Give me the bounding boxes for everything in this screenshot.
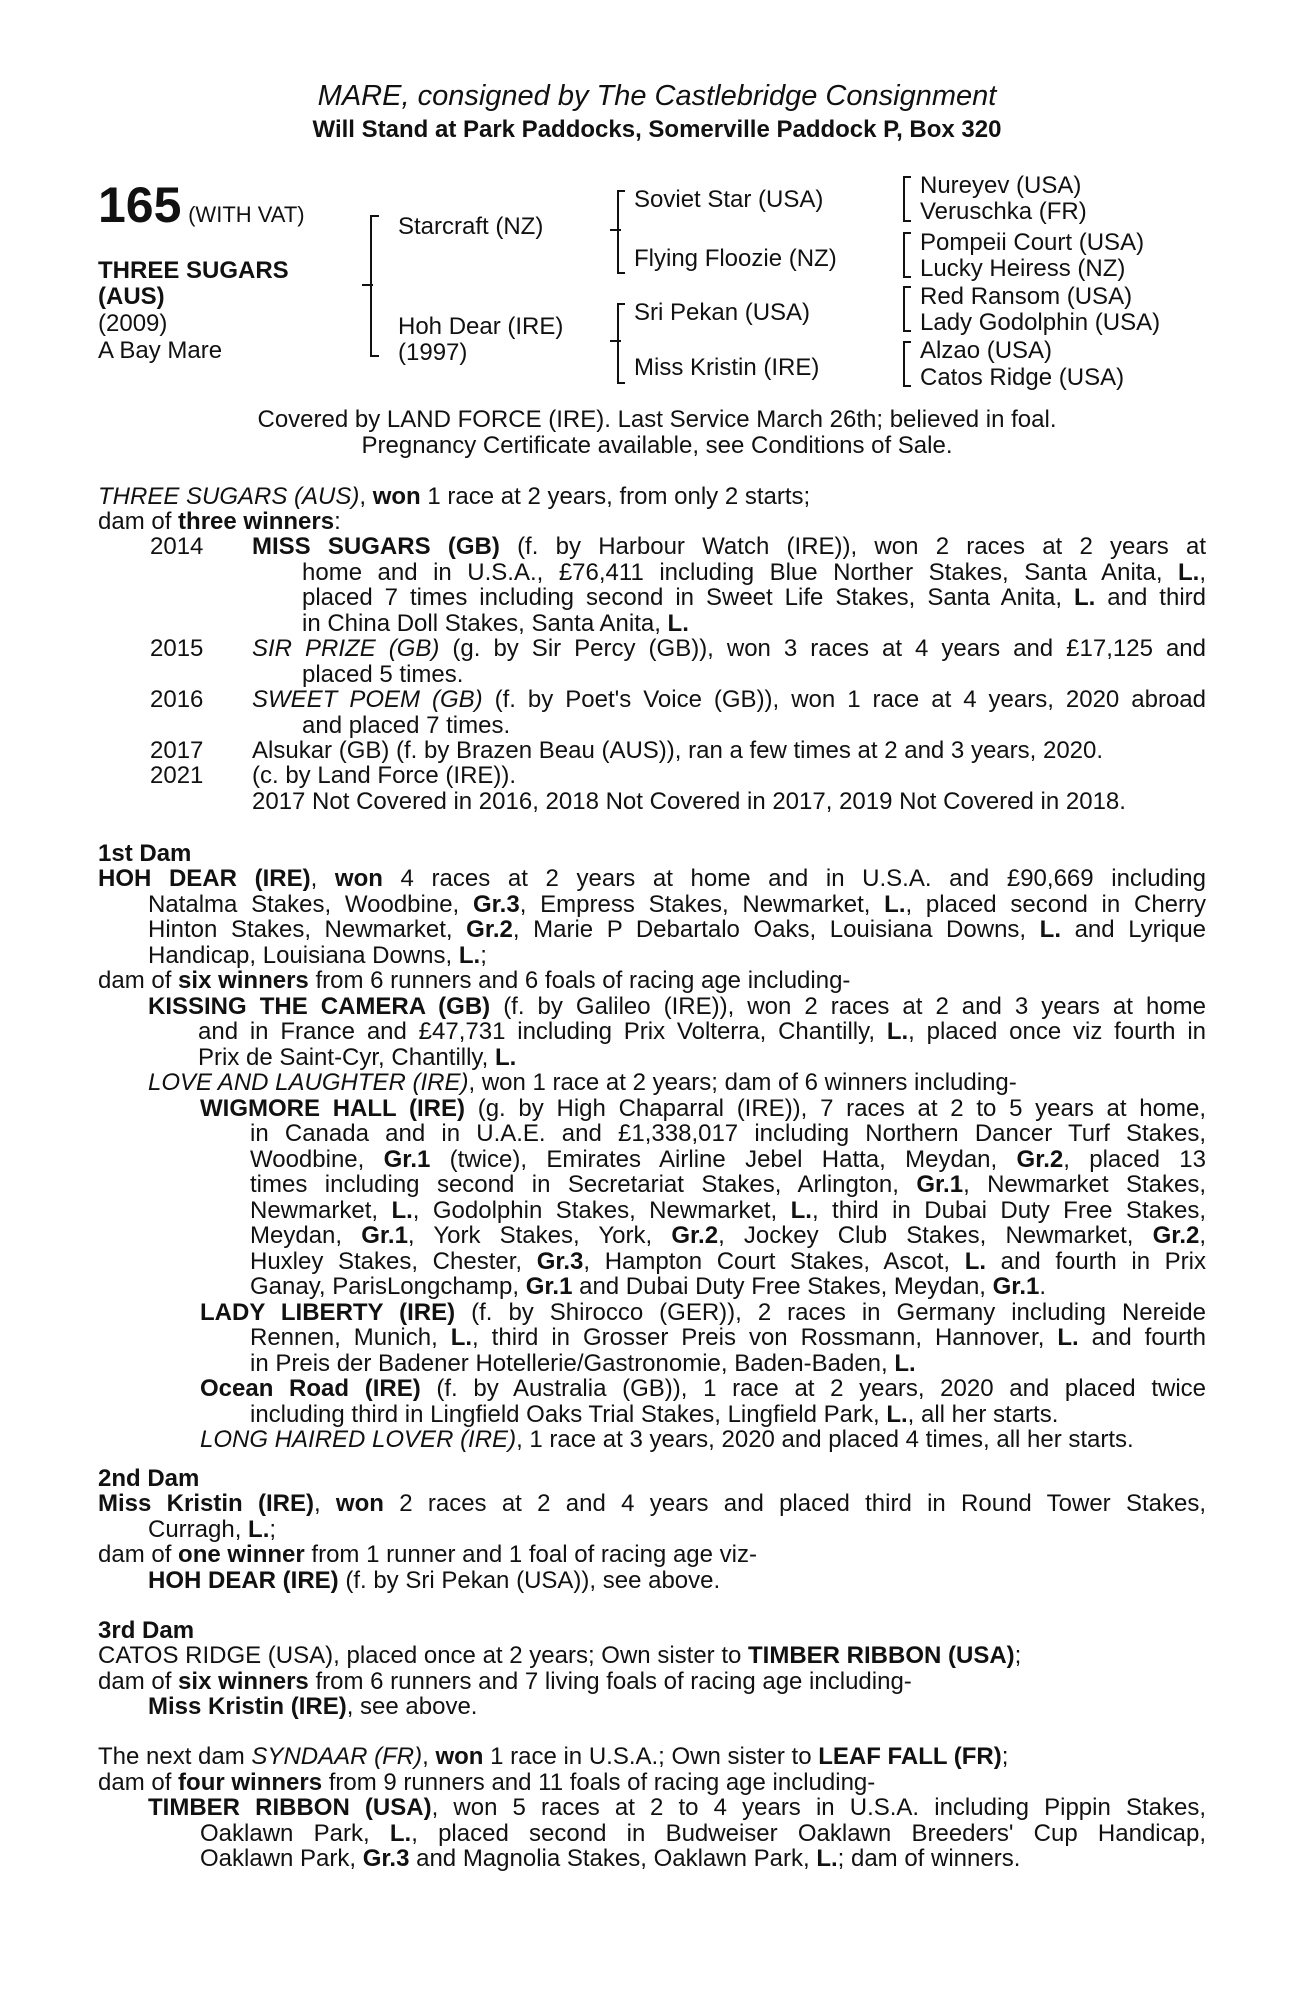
dam-text: and in France and £47,731 including Prix Volterra, Chantilly, (198, 1018, 887, 1045)
offspring-name: LOVE AND LAUGHTER (IRE) (148, 1069, 469, 1096)
dam-text: Curragh, (148, 1515, 249, 1543)
won-label: won (335, 1490, 384, 1517)
offspring-name: LONG HAIRED LOVER (IRE) (200, 1426, 517, 1453)
pedigree-brace-3-point (610, 340, 621, 342)
pedigree-brace-5 (903, 232, 911, 278)
dam-text: from 6 runners and 6 foals of racing age including- (308, 967, 851, 994)
dam-text: , all her starts. (907, 1400, 1059, 1428)
dam-text: and Lyrique (1061, 916, 1207, 943)
dam-text: , third in Grosser Preis von Rossmann, Hannover, (472, 1324, 1058, 1351)
entry-text: and placed 7 times. (302, 711, 511, 739)
second-dam-heading: 2nd Dam (98, 1465, 200, 1492)
dam-text: Oaklawn Park, (200, 1819, 390, 1847)
pedigree-dam-sire: Sri Pekan (USA) (634, 299, 811, 326)
produce-entry-2016 (252, 687, 1206, 738)
dam-text: , third in Dubai Duty Free Stakes, (811, 1196, 1206, 1224)
dam-text: in Canada and in U.A.E. and £1,338,017 including Northern Dancer Turf Stakes, (250, 1120, 1206, 1147)
produce-dam-of (98, 509, 341, 535)
dam-text: , York Stakes, York, (407, 1222, 672, 1249)
entry-text: placed 7 times including second in Sweet Life Stakes, Santa Anita, (302, 584, 1075, 611)
dam-text: dam of (98, 967, 179, 994)
dam-text: , won 1 race at 2 years; dam of 6 winners including- (468, 1069, 1017, 1096)
third-dam-heading: 3rd Dam (98, 1617, 195, 1644)
entry-text: (f. by Harbour Watch (IRE)), won 2 races at 2 years at (499, 533, 1206, 560)
dam-text: ; (269, 1515, 277, 1543)
pedigree-dam-dam: Miss Kristin (IRE) (634, 354, 820, 381)
grade-label: Gr.2 (671, 1222, 719, 1249)
dam-text: (f. by Galileo (IRE)), won 2 races at 2 and 3 years at home (490, 992, 1207, 1020)
listed-label: L. (964, 1247, 987, 1275)
entry-text: and third (1095, 584, 1206, 611)
dam-text: dam of (98, 1768, 179, 1796)
dam-text: , Marie P Debartalo Oaks, Louisiana Downs, (512, 916, 1040, 943)
grade-label: Gr.2 (466, 916, 513, 943)
dam-text: (f. by Shirocco (GER)), 2 races in Germany including Nereide (455, 1298, 1206, 1326)
consignment-line: MARE, consigned by The Castlebridge Consignment (317, 80, 997, 112)
offspring-name: WIGMORE HALL (IRE) (200, 1094, 465, 1122)
covered-line: Covered by LAND FORCE (IRE). Last Service March 26th; believed in foal. (257, 406, 1057, 433)
sister-name: TIMBER RIBBON (USA) (748, 1642, 1015, 1669)
offspring-name: HOH DEAR (IRE) (148, 1566, 339, 1594)
grade-label: Gr.2 (1152, 1222, 1200, 1249)
listed-label: L. (1074, 584, 1096, 611)
dam-name: Miss Kristin (IRE) (98, 1490, 314, 1517)
pedigree-brace-4 (903, 176, 911, 222)
dam-text: Newmarket, (250, 1196, 392, 1224)
dam-text: , Hampton Court Stakes, Ascot, (583, 1247, 965, 1275)
dam-text: dam of (98, 1667, 179, 1695)
second-dam-section: Miss Kristin (IRE), won 2 races at 2 and 4 years and placed third in Round Tower Stakes, Curragh, L.; dam of one winner from 1 runner and 1 foal of racing age viz- HOH DEAR (IRE) (f. by Sri Pekan (USA)), see above. (98, 1490, 1206, 1594)
lot-number-block (98, 177, 305, 233)
produce-intro: THREE SUGARS (AUS), won 1 race at 2 years, from only 2 starts; (98, 483, 811, 510)
entry-name: SIR PRIZE (GB) (252, 635, 440, 662)
pedigree-gen3-2: Veruschka (FR) (920, 198, 1087, 225)
intro-text: 1 race at 2 years, from only 2 starts; (420, 483, 811, 510)
listed-label: L. (391, 1196, 413, 1224)
won-label: won (435, 1743, 484, 1770)
winner-count: six winners (178, 967, 309, 994)
listed-label: L. (667, 609, 689, 637)
dam-text: and fourth (1078, 1324, 1207, 1351)
grade-label: Gr.1 (992, 1273, 1040, 1300)
pedigree-gen3-7: Alzao (USA) (920, 337, 1053, 364)
offspring-name: Miss Kristin (IRE) (148, 1693, 347, 1720)
pedigree-dam: Hoh Dear (IRE) (398, 313, 564, 340)
listed-label: L. (894, 1349, 916, 1377)
winner-count: six winners (178, 1667, 309, 1695)
dam-text: CATOS RIDGE (USA), placed once at 2 years; Own sister to (98, 1642, 749, 1669)
stand-location-line: Will Stand at Park Paddocks, Somerville Paddock P, Box 320 (312, 116, 1002, 143)
produce-year-2015: 2015 (150, 635, 204, 662)
pedigree-brace-7 (903, 341, 911, 387)
produce-horse-name: THREE SUGARS (AUS) (98, 483, 360, 510)
winner-count: four winners (178, 1768, 323, 1796)
dam-text: from 6 runners and 7 living foals of racing age including- (308, 1667, 912, 1695)
listed-label: L. (886, 1400, 908, 1428)
grade-label: Gr.3 (473, 890, 520, 918)
listed-label: L. (248, 1515, 270, 1543)
produce-year-2016: 2016 (150, 686, 204, 713)
dam-text: in Preis der Badener Hotellerie/Gastronomie, Baden-Baden, (250, 1349, 895, 1377)
dam-text: , 1 race at 3 years, 2020 and placed 4 times, all her starts. (516, 1426, 1134, 1453)
dam-text: ; (1014, 1642, 1022, 1669)
produce-entry-2021: (c. by Land Force (IRE)). (252, 762, 517, 789)
grade-label: Gr.3 (536, 1247, 584, 1275)
entry-name: MISS SUGARS (GB) (252, 533, 500, 560)
won-label: won (372, 483, 421, 510)
offspring-name: LADY LIBERTY (IRE) (200, 1298, 456, 1326)
pedigree-brace-6 (903, 286, 911, 332)
listed-label: L. (1039, 916, 1061, 943)
horse-description: A Bay Mare (98, 337, 223, 364)
listed-label: L. (450, 1324, 473, 1351)
dam-text: (f. by Sri Pekan (USA)), see above. (338, 1566, 721, 1594)
pregnancy-line: Pregnancy Certificate available, see Conditions of Sale. (361, 432, 953, 459)
pedigree-gen3-3: Pompeii Court (USA) (920, 229, 1145, 256)
grade-label: Gr.2 (1016, 1145, 1064, 1173)
won-label: won (334, 865, 383, 892)
dam-text: Oaklawn Park, (200, 1845, 363, 1872)
dam-text: Rennen, Munich, (250, 1324, 451, 1351)
listed-label: L. (458, 941, 481, 969)
entry-name: SWEET POEM (GB) (252, 686, 483, 713)
dam-text: from 1 runner and 1 foal of racing age viz- (304, 1541, 757, 1568)
entry-text: home and in U.S.A., £76,411 including Blue Norther Stakes, Santa Anita, (302, 558, 1178, 586)
listed-label: L. (886, 1018, 909, 1045)
sister-name: LEAF FALL (FR) (818, 1743, 1002, 1770)
dam-text: (f. by Australia (GB)), 1 race at 2 years, 2020 and placed twice (420, 1375, 1206, 1402)
dam-text: times including second in Secretariat Stakes, Arlington, (250, 1171, 917, 1198)
lot-number: 165 (98, 177, 182, 233)
dam-text: Handicap, Louisiana Downs, (148, 941, 459, 969)
listed-label: L. (790, 1196, 812, 1224)
pedigree-brace-1-point (362, 284, 373, 286)
winner-count: one winner (178, 1541, 305, 1568)
listed-label: L. (495, 1043, 517, 1071)
pedigree-sire: Starcraft (NZ) (398, 213, 544, 240)
dam-text: and Magnolia Stakes, Oaklawn Park, (409, 1845, 817, 1872)
entry-text: (f. by Poet's Voice (GB)), won 1 race at 4 years, 2020 abroad (482, 686, 1206, 713)
dam-name: HOH DEAR (IRE) (98, 865, 311, 892)
dam-text: Meydan, (250, 1222, 362, 1249)
dam-text: and Dubai Duty Free Stakes, Meydan, (572, 1273, 993, 1300)
dam-text: (g. by High Chaparral (IRE)), 7 races at 2 to 5 years at home, (464, 1094, 1206, 1122)
listed-label: L. (389, 1819, 412, 1847)
pedigree-gen3-6: Lady Godolphin (USA) (920, 309, 1161, 336)
listed-label: L. (1057, 1324, 1079, 1351)
pedigree-brace-2 (617, 190, 625, 274)
horse-name: THREE SUGARS (98, 257, 289, 284)
produce-year-2014: 2014 (150, 533, 204, 560)
dam-text: 1 race in U.S.A.; Own sister to (483, 1743, 819, 1770)
pedigree-gen3-8: Catos Ridge (USA) (920, 364, 1125, 391)
pedigree-sire-dam: Flying Floozie (NZ) (634, 245, 837, 272)
pedigree-brace-3 (617, 303, 625, 384)
offspring-name: KISSING THE CAMERA (GB) (148, 992, 491, 1020)
dam-text: 4 races at 2 years at home and in U.S.A. and £90,669 including (382, 865, 1206, 892)
dam-text: including third in Lingfield Oaks Trial Stakes, Lingfield Park, (250, 1400, 887, 1428)
dam-text: , Jockey Club Stakes, Newmarket, (718, 1222, 1153, 1249)
dam-text: (twice), Emirates Airline Jebel Hatta, Meydan, (430, 1145, 1017, 1173)
dam-text: Woodbine, (250, 1145, 384, 1173)
pedigree-brace-1 (370, 215, 379, 357)
grade-label: Gr.1 (361, 1222, 408, 1249)
dam-of-count: three winners (178, 508, 335, 535)
dam-text: , (422, 1743, 436, 1770)
offspring-name: TIMBER RIBBON (USA) (148, 1794, 432, 1821)
pedigree-dam-year: (1997) (398, 339, 468, 366)
produce-entry-2015 (252, 636, 1206, 687)
pedigree-gen3-1: Nureyev (USA) (920, 172, 1082, 199)
dam-text: ; (480, 941, 487, 969)
dam-text: Ganay, ParisLongchamp, (250, 1273, 526, 1300)
dam-text: Huxley Stakes, Chester, (250, 1247, 537, 1275)
produce-entry-2017: Alsukar (GB) (f. by Brazen Beau (AUS)), ran a few times at 2 and 3 years, 2020. (252, 737, 1104, 764)
grade-label: Gr.1 (525, 1273, 573, 1300)
dam-text: , Godolphin Stakes, Newmarket, (412, 1196, 791, 1224)
listed-label: L. (884, 890, 906, 918)
third-dam-section (98, 1643, 1206, 1720)
pedigree-sire-sire: Soviet Star (USA) (634, 186, 824, 213)
dam-text: Prix de Saint-Cyr, Chantilly, (198, 1043, 495, 1071)
first-dam-section: HOH DEAR (IRE), won 4 races at 2 years at home and in U.S.A. and £90,669 including Natalma Stakes, Woodbine, Gr.3, Empress Stakes, Newmarket, L., placed second in Cherry Hinton Stakes, Newmarket, Gr.2, Marie P Debartalo Oaks, Louisiana Downs, L. and Lyrique Handicap, Louisiana Downs, L.; dam of six winners from 6 runners and 6 foals of racing age including- KISSING THE CAMERA (GB) (f. by Galileo (IRE)), won 2 races at 2 and 3 years at home and in France and £47,731 including Prix Volterra, Chantilly, L., placed once viz fourth in Prix de Saint-Cyr, Chantilly, L. LOVE AND LAUGHTER (IRE), won 1 race at 2 years; dam of 6 winners including- WIGMORE HALL (IRE) (g. by High Chaparral (IRE)), 7 races at 2 to 5 years at home, in Canada and in U.A.E. and £1,338,017 including Northern Dancer Turf Stakes, Woodbine, Gr.1 (twice), Emirates Airline Jebel Hatta, Meydan, Gr.2, placed 13 times including second in Secretariat Stakes, Arlington, Gr.1, Newmarket Stakes, Newmarket, L., Godolphin Stakes, Newmarket, L., third in Dubai Duty Free Stakes, Meydan, Gr.1, York Stakes, York, Gr.2, Jockey Club Stakes, Newmarket, Gr.2, Huxley Stakes, Chester, Gr.3, Hampton Court Stakes, Ascot, L. and fourth in Prix Ganay, ParisLongchamp, Gr.1 and Dubai Duty Free Stakes, Meydan, Gr.1. LADY LIBERTY (IRE) (f. by Shirocco (GER)), 2 races in Germany including Nereide Rennen, Munich, L., third in Grosser Preis von Rossmann, Hannover, L. and fourth in Preis der Badener Hotellerie/Gastronomie, Baden-Baden, L. Ocean Road (IRE) (f. by Australia (GB)), 1 race at 2 years, 2020 and placed twice including third in Lingfield Oaks Trial Stakes, Lingfield Park, L., all her starts. LONG HAIRED LOVER (IRE), 1 race at 3 years, 2020 and placed 4 times, all her starts. (98, 865, 1207, 1453)
listed-label: L. (816, 1845, 838, 1872)
dam-text: , placed 13 (1063, 1145, 1206, 1173)
pedigree-gen3-5: Red Ransom (USA) (920, 283, 1133, 310)
dam-text: , placed once viz fourth in (908, 1018, 1206, 1045)
dam-text: , Newmarket Stakes, (963, 1171, 1206, 1198)
dam-of-text: dam of (98, 508, 179, 535)
next-dam-section (98, 1744, 1206, 1872)
dam-text: and fourth in Prix (986, 1247, 1207, 1275)
listed-label: L. (1178, 558, 1200, 586)
dam-text: from 9 runners and 11 foals of racing age including- (322, 1768, 876, 1796)
produce-entry-2014 (252, 534, 1206, 636)
dam-text: . (1039, 1273, 1047, 1300)
horse-country: (AUS) (98, 283, 165, 310)
dam-text: , placed second in Cherry (905, 890, 1207, 918)
produce-year-2021: 2021 (150, 762, 204, 789)
grade-label: Gr.1 (916, 1171, 964, 1198)
dam-text: dam of (98, 1541, 179, 1568)
entry-text: in China Doll Stakes, Santa Anita, (302, 609, 668, 637)
not-covered-note: 2017 Not Covered in 2016, 2018 Not Covered in 2017, 2019 Not Covered in 2018. (252, 788, 1126, 815)
dam-of-end: : (334, 508, 341, 535)
pedigree-brace-2-point (610, 229, 621, 231)
dam-text: Hinton Stakes, Newmarket, (148, 916, 467, 943)
entry-text: placed 5 times. (302, 660, 464, 688)
entry-text: , (1199, 558, 1206, 586)
produce-year-2017: 2017 (150, 737, 204, 764)
entry-text: (g. by Sir Percy (GB)), won 3 races at 4 years and £17,125 and (439, 635, 1206, 662)
pedigree-gen3-4: Lucky Heiress (NZ) (920, 255, 1126, 282)
dam-text: , see above. (346, 1693, 478, 1720)
dam-text: The next dam (98, 1743, 252, 1770)
horse-year: (2009) (98, 310, 168, 337)
dam-name: SYNDAAR (FR) (251, 1743, 423, 1770)
dam-text: 2 races at 2 and 4 years and placed third in Round Tower Stakes, (383, 1490, 1206, 1517)
dam-text: , Empress Stakes, Newmarket, (519, 890, 885, 918)
dam-text: , won 5 races at 2 to 4 years in U.S.A. including Pippin Stakes, (431, 1794, 1206, 1821)
first-dam-heading: 1st Dam (98, 840, 192, 867)
dam-text: ; dam of winners. (837, 1845, 1021, 1872)
dam-text: , (1199, 1222, 1207, 1249)
dam-text: ; (1001, 1743, 1009, 1770)
vat-note: (WITH VAT) (188, 202, 305, 227)
dam-text: Natalma Stakes, Woodbine, (148, 890, 473, 918)
grade-label: Gr.1 (383, 1145, 431, 1173)
grade-label: Gr.3 (362, 1845, 410, 1872)
offspring-name: Ocean Road (IRE) (200, 1375, 421, 1402)
dam-text: , placed second in Budweiser Oaklawn Breeders' Cup Handicap, (411, 1819, 1206, 1847)
